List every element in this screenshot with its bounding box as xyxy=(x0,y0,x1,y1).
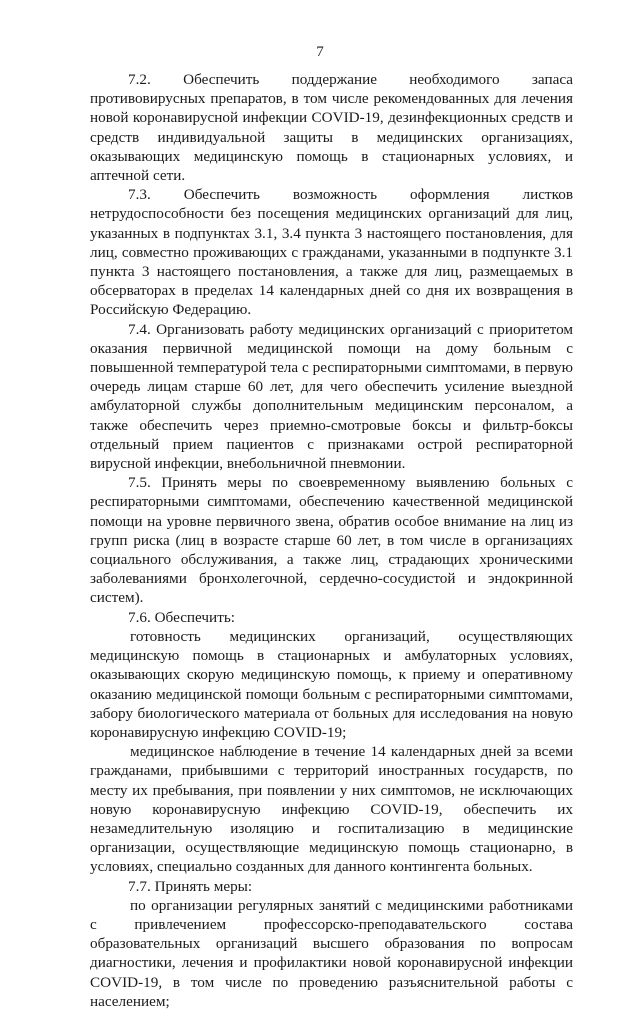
paragraph-7-2: 7.2. Обеспечить поддержание необходимого запаса противовирусных препаратов, в том числе рекомендованных для лечения новой коронавирусной инфекции COVID-19, дезинфекционных средств и средств индивидуальной защиты в медицинских организациях, оказывающих медицинскую помощь в стационарных условиях, и аптечной сети. xyxy=(90,71,573,185)
paragraph-7-6-readiness: готовность медицинских организаций, осуществляющих медицинскую помощь в стационарных и амбулаторных условиях, оказывающих скорую медицинскую помощь, к приему и оперативному оказанию медицинской помощи больным с респираторными симптомами, забору биологического материала от больных для исследования на новую коронавирусную инфекцию COVID-19; xyxy=(90,627,573,741)
paragraph-7-6-heading: 7.6. Обеспечить: xyxy=(128,608,235,626)
page-number: 7 xyxy=(316,44,324,60)
paragraph-7-7-training: по организации регулярных занятий с медицинскими работниками с привлечением профессорско-преподавательского состава образовательных организаций высшего образования по вопросам диагностики, лечения и профилактики новой коронавирусной инфекции COVID-19, в том числе по проведению разъяснительной работы с населением; xyxy=(90,896,573,1010)
paragraph-7-3: 7.3. Обеспечить возможность оформления листков нетрудоспособности без посещения медицинских организаций для лиц, указанных в подпунктах 3.1, 3.4 пункта 3 настоящего постановления, для лиц, совместно проживающих с гражданами, указанными в подпункте 3.1 пункта 3 настоящего постановления, а также для лиц, размещаемых в обсерваторах в пределах 14 календарных дней со дня их возвращения в Российскую Федерацию. xyxy=(90,186,573,319)
document-body xyxy=(90,70,573,1011)
paragraph-7-5: 7.5. Принять меры по своевременному выявлению больных с респираторными симптомами, обеспечению качественной медицинской помощи на уровне первичного звена, обратив особое внимание на лиц из групп риска (лиц в возрасте старше 60 лет, в том числе в организациях социального обслуживания, а также лиц, страдающих хроническими заболеваниями бронхолегочной, сердечно-сосудистой и эндокринной систем). xyxy=(90,474,573,607)
paragraph-7-7-heading: 7.7. Принять меры: xyxy=(128,877,253,895)
paragraph-7-4: 7.4. Организовать работу медицинских организаций с приоритетом оказания первичной медицинской помощи на дому больным с повышенной температурой тела с респираторными симптомами, в первую очередь лицам старше 60 лет, для чего обеспечить усиление выездной амбулаторной службы дополнительным медицинским персоналом, а также обеспечить через приемно-смотровые боксы и фильтр-боксы отдельный прием пациентов с признаками острой респираторной вирусной инфекции, внебольничной пневмонии. xyxy=(90,320,573,473)
paragraph-7-6-observation: медицинское наблюдение в течение 14 календарных дней за всеми гражданами, прибывшими с территорий иностранных государств, по месту их пребывания, при появлении у них симптомов, не исключающих новую коронавирусную инфекцию COVID-19, обеспечить их незамедлительную изоляцию и госпитализацию в медицинские организации, осуществляющие медицинскую помощь стационарно, в условиях, специально созданных для данного контингента больных. xyxy=(90,743,573,876)
